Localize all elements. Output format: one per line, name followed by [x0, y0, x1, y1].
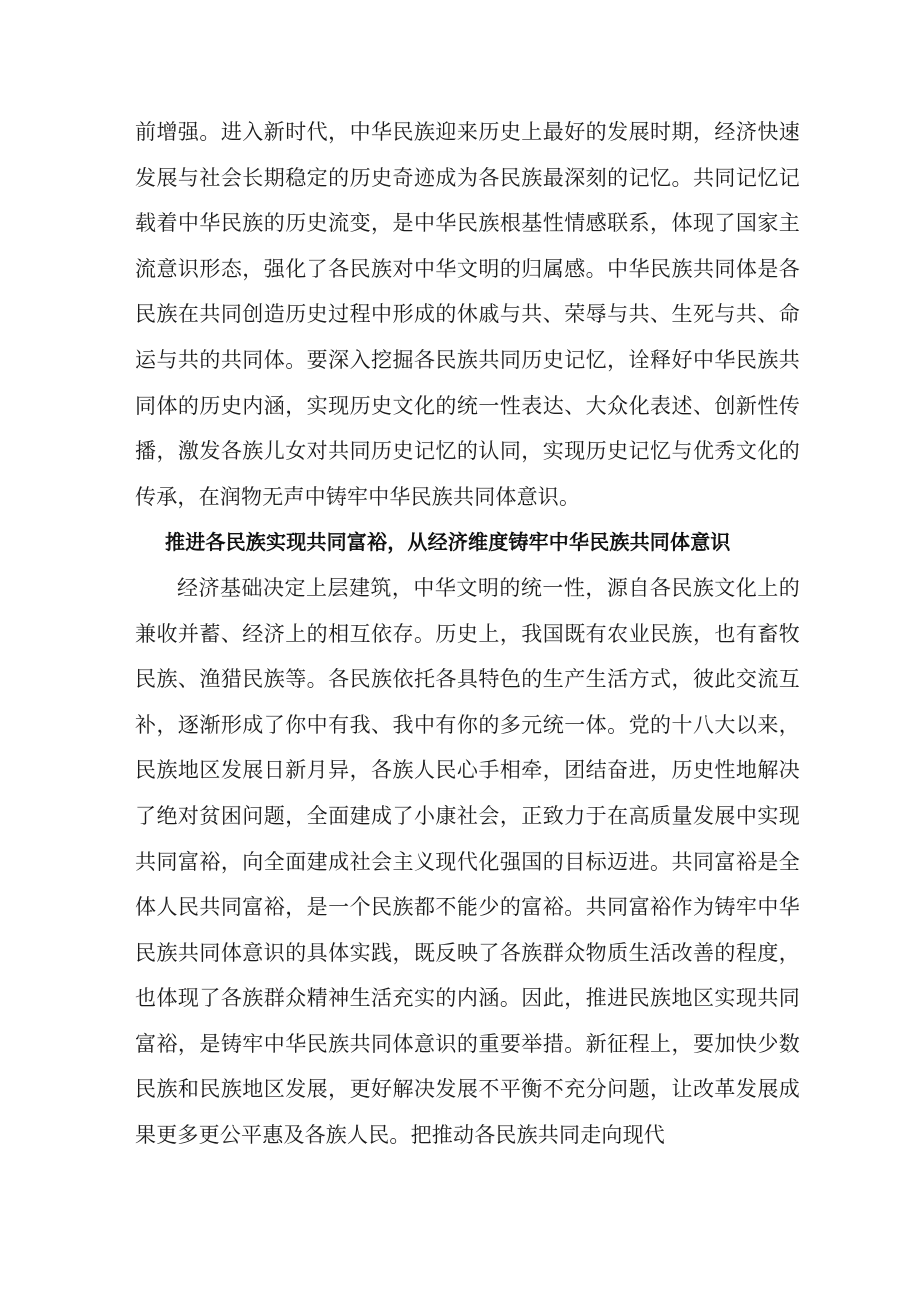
paragraph-economy: 经济基础决定上层建筑，中华文明的统一性，源自各民族文化上的兼收并蓄、经济上的相互依存。历史上，我国既有农业民族，也有畜牧民族、渔猎民族等。各民族依托各具特色的生产生活方式，彼此交流互补，逐渐形成了你中有我、我中有你的多元统一体。党的十八大以来，民族地区发展日新月异，各族人民心手相牵，团结奋进，历史性地解决了绝对贫困问题，全面建成了小康社会，正致力于在高质量发展中实现共同富裕，向全面建成社会主义现代化强国的目标迈进。共同富裕是全体人民共同富裕，是一个民族都不能少的富裕。共同富裕作为铸牢中华民族共同体意识的具体实践，既反映了各族群众物质生活改善的程度，也体现了各族群众精神生活充实的内涵。因此，推进民族地区实现共同富裕，是铸牢中华民族共同体意识的重要举措。新征程上，要加快少数民族和民族地区发展，更好解决发展不平衡不充分问题，让改革发展成果更多更公平惠及各族人民。把推动各民族共同走向现代 — [135, 575, 800, 1148]
section-heading: 推进各民族实现共同富裕，从经济维度铸牢中华民族共同体意识 — [165, 530, 731, 555]
document-body — [135, 110, 800, 1159]
paragraph-continued: 前增强。进入新时代，中华民族迎来历史上最好的发展时期，经济快速发展与社会长期稳定的历史奇迹成为各民族最深刻的记忆。共同记忆记载着中华民族的历史流变，是中华民族根基性情感联系，体现了国家主流意识形态，强化了各民族对中华文明的归属感。中华民族共同体是各民族在共同创造历史过程中形成的休戚与共、荣辱与共、生死与共、命运与共的共同体。要深入挖掘各民族共同历史记忆，诠释好中华民族共同体的历史内涵，实现历史文化的统一性表达、大众化表述、创新性传播，激发各族儿女对共同历史记忆的认同，实现历史记忆与优秀文化的传承，在润物无声中铸牢中华民族共同体意识。 — [135, 120, 800, 509]
